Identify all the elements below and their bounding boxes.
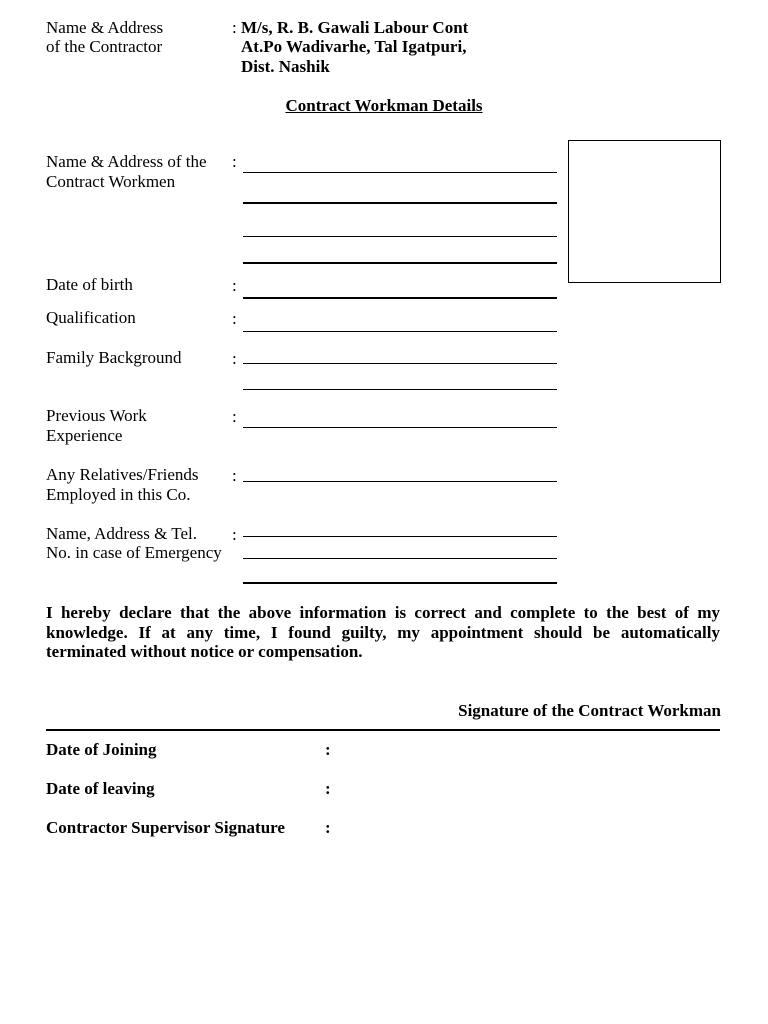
workman-name-field-1[interactable] bbox=[243, 172, 557, 173]
contractor-district: Dist. Nashik bbox=[241, 57, 330, 76]
workman-name-field-4[interactable] bbox=[243, 262, 557, 264]
dob-label: Date of birth bbox=[46, 275, 133, 294]
contractor-label-line1: Name & Address bbox=[46, 18, 164, 37]
workman-name-field-3[interactable] bbox=[243, 236, 557, 237]
signature-divider bbox=[46, 729, 720, 731]
joining-label: Date of Joining bbox=[46, 740, 157, 759]
workman-name-label-line2: Contract Workmen bbox=[46, 172, 176, 191]
emergency-field-2[interactable] bbox=[243, 558, 557, 559]
prev-work-label-line2: Experience bbox=[46, 426, 123, 445]
contractor-address-line: At.Po Wadivarhe, Tal Igatpuri, bbox=[241, 37, 467, 56]
qualification-field[interactable] bbox=[243, 331, 557, 332]
relatives-label-line2: Employed in this Co. bbox=[46, 485, 191, 504]
contractor-label-line2: of the Contractor bbox=[46, 37, 163, 56]
page-title: Contract Workman Details bbox=[285, 96, 483, 115]
dob-field[interactable] bbox=[243, 297, 557, 299]
photo-box bbox=[568, 140, 721, 283]
family-label: Family Background bbox=[46, 348, 182, 367]
emergency-field-3[interactable] bbox=[243, 582, 557, 584]
emergency-field-1[interactable] bbox=[243, 536, 557, 537]
emergency-colon: : bbox=[232, 525, 237, 544]
workman-name-label-line1: Name & Address of the bbox=[46, 152, 207, 171]
prev-work-field[interactable] bbox=[243, 427, 557, 428]
dob-colon: : bbox=[232, 276, 237, 295]
prev-work-colon: : bbox=[232, 407, 237, 426]
qualification-label: Qualification bbox=[46, 308, 136, 327]
workman-name-field-2[interactable] bbox=[243, 202, 557, 204]
supervisor-signature-label: Contractor Supervisor Signature bbox=[46, 818, 285, 837]
qualification-colon: : bbox=[232, 309, 237, 328]
prev-work-label-line1: Previous Work bbox=[46, 406, 147, 425]
relatives-label-line1: Any Relatives/Friends bbox=[46, 465, 199, 484]
workman-name-colon: : bbox=[232, 152, 237, 171]
relatives-field[interactable] bbox=[243, 481, 557, 482]
contractor-colon: : bbox=[232, 18, 237, 37]
contractor-name: M/s, R. B. Gawali Labour Cont bbox=[241, 18, 469, 37]
supervisor-colon: : bbox=[325, 818, 331, 837]
family-field-1[interactable] bbox=[243, 363, 557, 364]
family-colon: : bbox=[232, 349, 237, 368]
signature-label: Signature of the Contract Workman bbox=[458, 701, 721, 720]
emergency-label-line2: No. in case of Emergency bbox=[46, 543, 222, 562]
joining-colon: : bbox=[325, 740, 331, 759]
declaration-text: I hereby declare that the above information is correct and complete to the best of my knowledge. If at any time, I found guilty, my appointment should be automatically terminated without notice or compensation. bbox=[46, 603, 720, 661]
leaving-label: Date of leaving bbox=[46, 779, 155, 798]
leaving-colon: : bbox=[325, 779, 331, 798]
emergency-label-line1: Name, Address & Tel. bbox=[46, 524, 197, 543]
family-field-2[interactable] bbox=[243, 389, 557, 390]
relatives-colon: : bbox=[232, 466, 237, 485]
